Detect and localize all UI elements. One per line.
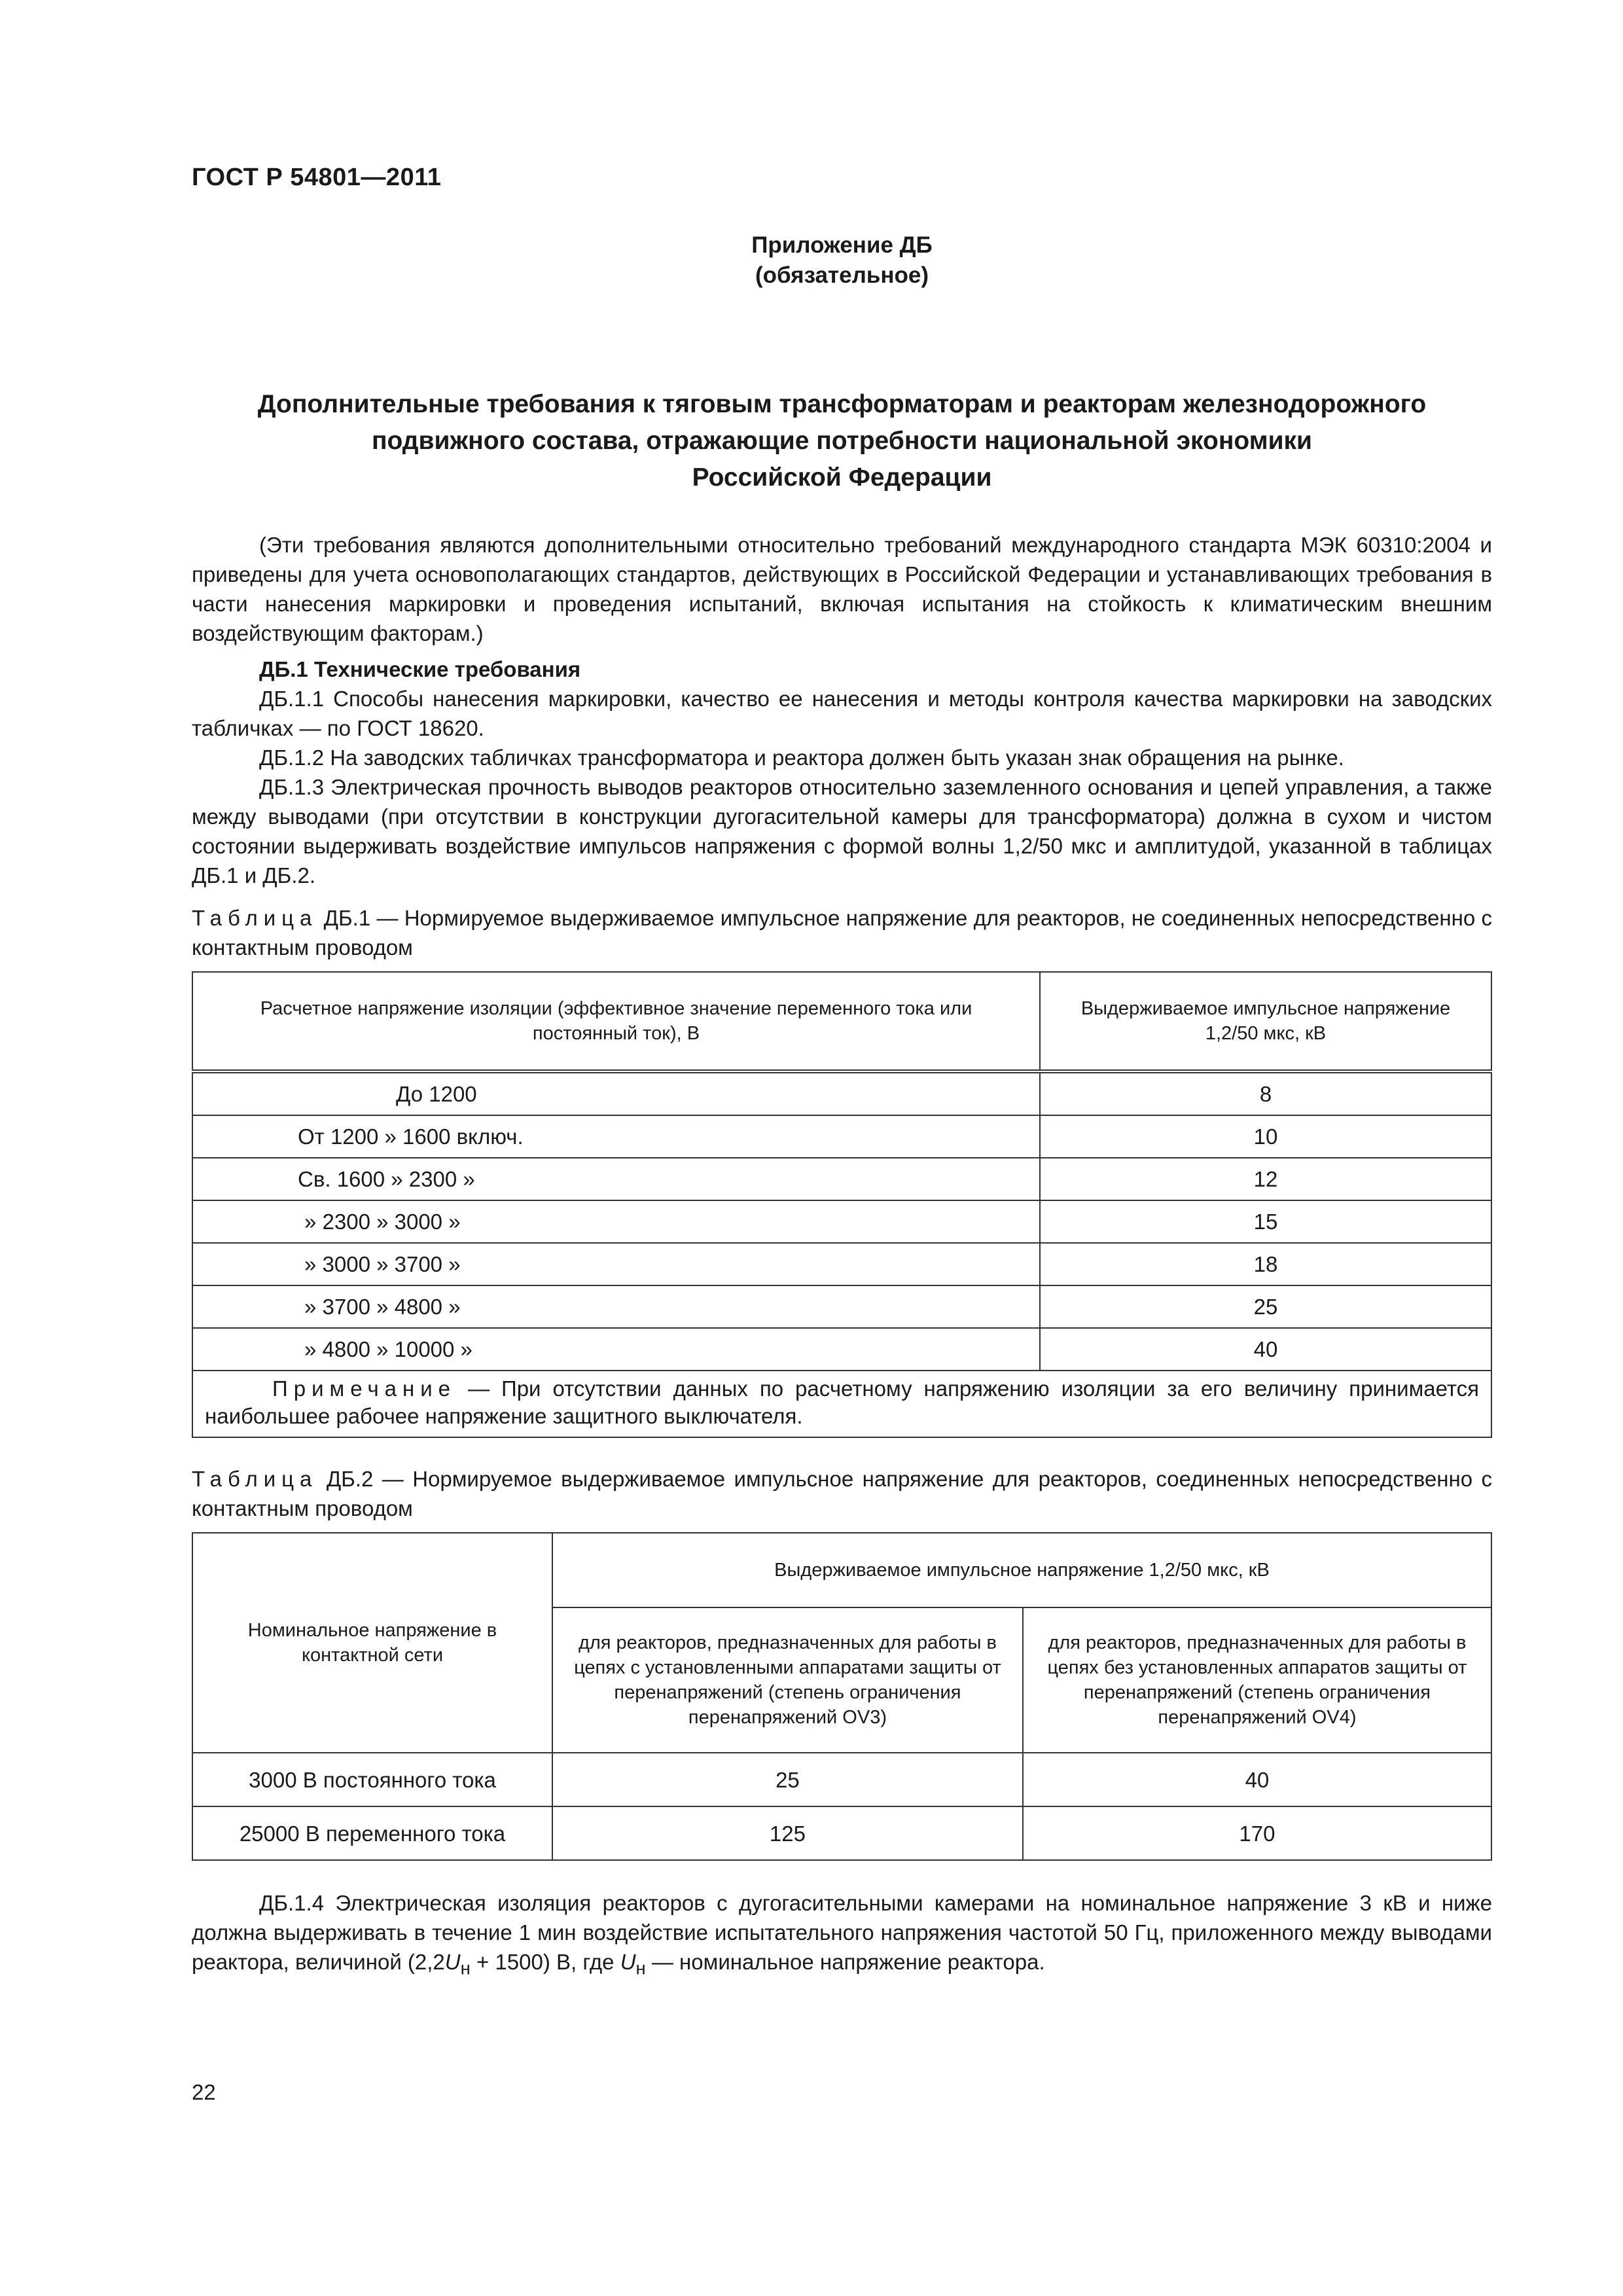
table-2-col-nominal-voltage: Номинальное напряжение в контактной сети	[192, 1533, 552, 1753]
table-1-range: » 4800 » 10000 »	[192, 1328, 1040, 1371]
table-row	[192, 1200, 1491, 1243]
annex-heading	[192, 230, 1492, 291]
table-row	[192, 1071, 1491, 1115]
voltage-symbol: U	[620, 1950, 636, 1974]
table-1-value: 8	[1040, 1071, 1491, 1115]
table-2-ov3: 25	[552, 1753, 1023, 1806]
intro-paragraph: (Эти требования являются дополнительными относительно требований международного стандарта МЭК 60310:2004 и приведены для учета основополагающих стандартов, действующих в Российской Федерации и устанавливающих требования в части нанесения маркировки и проведения испытаний, включая испытания на стойкость к климатическим внешним воздействующим факторам.)	[192, 533, 1492, 645]
table-row	[192, 1806, 1491, 1860]
table-row	[192, 1753, 1491, 1806]
table-1-value: 12	[1040, 1158, 1491, 1200]
standard-code: ГОСТ Р 54801—2011	[192, 164, 442, 191]
table-1-range: » 3700 » 4800 »	[192, 1285, 1040, 1328]
table-db-2	[192, 1532, 1492, 1861]
table-1-value: 25	[1040, 1285, 1491, 1328]
table-2-caption	[192, 1464, 1492, 1523]
page-number: 22	[192, 2080, 216, 2104]
clause-db-1-4-text-b: + 1500) В, где	[470, 1950, 620, 1974]
clause-db-1-3: ДБ.1.3 Электрическая прочность выводов реакторов относительно заземленного основания и цепей управления, а также между выводами (при отсутствии в конструкции дугогасительной камеры для трансформатора) должна в сухом и чистом состоянии выдерживать воздействие импульсов напряжения с формой волны 1,2/50 мкс и амплитудой, указанной в таблицах ДБ.1 и ДБ.2.	[192, 775, 1492, 888]
table-row	[192, 1115, 1491, 1158]
table-2-col-ov3: для реакторов, предназначенных для работы в цепях с установленными аппаратами защиты от перенапряжений (степень ограничения перенапряжений OV3)	[552, 1607, 1023, 1753]
table-1-caption	[192, 903, 1492, 962]
table-1-col-insulation-voltage: Расчетное напряжение изоляции (эффективное значение переменного тока или постоянный ток), В	[192, 972, 1040, 1071]
note-text: — При отсутствии данных по расчетному напряжению изоляции за его величину принимается наибольшее рабочее напряжение защитного выключателя.	[205, 1376, 1479, 1428]
clause-db-1-2: ДБ.1.2 На заводских табличках трансформатора и реактора должен быть указан знак обращения на рынке.	[259, 745, 1344, 770]
table-2-ov4: 170	[1023, 1806, 1491, 1860]
clause-db-1-4	[192, 1888, 1492, 1983]
table-1-range: Св. 1600 » 2300 »	[192, 1158, 1040, 1200]
table-2-col-ov4: для реакторов, предназначенных для работы в цепях без установленных аппаратов защиты от перенапряжений (степень ограничения перенапряжений OV4)	[1023, 1607, 1491, 1753]
table-row	[192, 1243, 1491, 1285]
table-1-value: 18	[1040, 1243, 1491, 1285]
voltage-subscript: н	[635, 1958, 646, 1979]
table-row	[192, 1158, 1491, 1200]
table-1-value: 15	[1040, 1200, 1491, 1243]
annex-status: (обязательное)	[755, 262, 929, 288]
table-2-col-group: Выдерживаемое импульсное напряжение 1,2/50 мкс, кВ	[552, 1533, 1491, 1607]
table-1-caption-text: ДБ.1 — Нормируемое выдерживаемое импульсное напряжение для реакторов, не соединенных непосредственно с контактным проводом	[192, 906, 1492, 960]
annex-title-line-3: Российской Федерации	[692, 463, 992, 492]
annex-title-line-1: Дополнительные требования к тяговым трансформаторам и реакторам железнодорожного	[257, 390, 1427, 418]
table-2-ov4: 40	[1023, 1753, 1491, 1806]
voltage-subscript: н	[460, 1958, 471, 1979]
table-2-header-row-1	[192, 1533, 1491, 1607]
table-2-voltage: 25000 В переменного тока	[192, 1806, 552, 1860]
table-row	[192, 1328, 1491, 1371]
clause-db-1-4-text-a: ДБ.1.4 Электрическая изоляция реакторов с дугогасительными камерами на номинальное напряжение 3 кВ и ниже должна выдерживать в течение 1 мин воздействие испытательного напряжения частотой 50 Гц, приложенного между выводами реактора, величиной (2,2	[192, 1891, 1492, 1974]
table-1-note-row	[192, 1371, 1491, 1437]
clause-db-1-1: ДБ.1.1 Способы нанесения маркировки, качество ее нанесения и методы контроля качества маркировки на заводских табличках — по ГОСТ 18620.	[192, 687, 1492, 740]
table-1-note	[192, 1371, 1491, 1437]
table-2-voltage: 3000 В постоянного тока	[192, 1753, 552, 1806]
table-1-range: » 3000 » 3700 »	[192, 1243, 1040, 1285]
table-1-header-row	[192, 972, 1491, 1071]
annex-body	[192, 530, 1492, 1983]
table-1-label: Таблица	[192, 906, 318, 930]
annex-title-line-2: подвижного состава, отражающие потребности национальной экономики	[371, 427, 1313, 455]
section-heading: ДБ.1 Технические требования	[259, 657, 581, 681]
note-label: Примечание	[272, 1376, 457, 1401]
table-1-range: До 1200	[192, 1071, 1040, 1115]
table-1-col-impulse-voltage: Выдерживаемое импульсное напряжение 1,2/50 мкс, кВ	[1040, 972, 1491, 1071]
annex-title	[192, 386, 1492, 496]
table-db-1	[192, 971, 1492, 1438]
table-row	[192, 1285, 1491, 1328]
voltage-symbol: U	[444, 1950, 461, 1974]
table-2-ov3: 125	[552, 1806, 1023, 1860]
table-1-value: 40	[1040, 1328, 1491, 1371]
table-2-caption-text: ДБ.2 — Нормируемое выдерживаемое импульсное напряжение для реакторов, соединенных непосредственно с контактным проводом	[192, 1467, 1493, 1520]
table-1-value: 10	[1040, 1115, 1491, 1158]
table-2-label: Таблица	[192, 1467, 318, 1491]
table-1-range: От 1200 » 1600 включ.	[192, 1115, 1040, 1158]
table-1-range: » 2300 » 3000 »	[192, 1200, 1040, 1243]
annex-label: Приложение ДБ	[751, 232, 933, 258]
clause-db-1-4-text-c: — номинальное напряжение реактора.	[645, 1950, 1045, 1974]
